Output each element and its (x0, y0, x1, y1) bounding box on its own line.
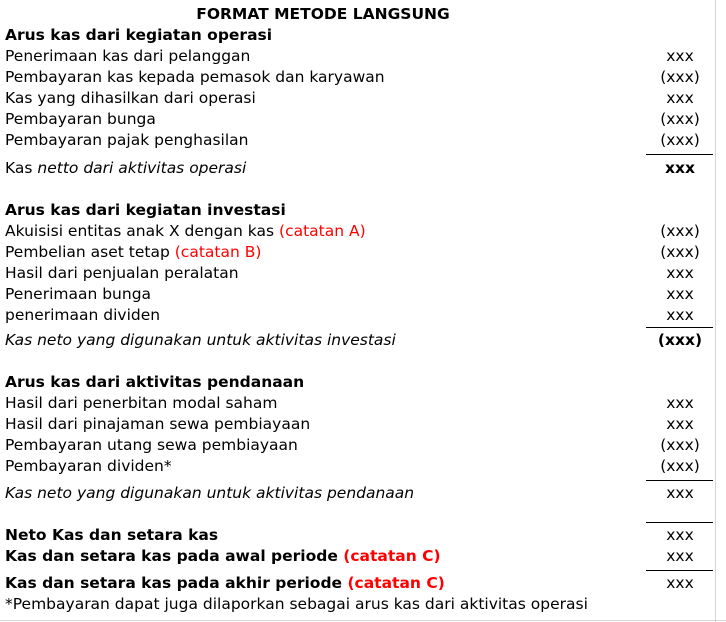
subtotal-rule (646, 327, 713, 328)
row-label-text: Pembelian aset tetap (5, 243, 175, 261)
table-row (5, 221, 713, 242)
note-reference: (catatan A) (279, 222, 366, 240)
total-label (5, 158, 246, 179)
summary-row-awal (5, 546, 713, 567)
row-value: xxx (666, 415, 694, 433)
note-reference: (catatan C) (343, 547, 441, 565)
summary-value: xxx (666, 574, 694, 592)
row-label: Penerimaan bunga (5, 285, 152, 303)
row-value: (xxx) (660, 222, 700, 240)
row-value: (xxx) (660, 457, 700, 475)
table-row (5, 305, 713, 326)
row-value: xxx (666, 89, 694, 107)
subtotal-rule (646, 570, 713, 571)
summary-label-text: Kas dan setara kas pada akhir periode (5, 574, 348, 592)
summary-label-text: Kas dan setara kas pada awal periode (5, 547, 344, 565)
table-row (5, 130, 713, 151)
subtotal-rule (646, 480, 713, 481)
row-label: Pembayaran utang sewa pembiayaan (5, 436, 298, 454)
table-row (5, 67, 713, 88)
total-value: xxx (665, 159, 695, 177)
row-value: xxx (666, 47, 694, 65)
row-label: Penerimaan kas dari pelanggan (5, 47, 251, 65)
table-row (5, 46, 713, 67)
row-label (5, 221, 366, 242)
row-value: (xxx) (660, 436, 700, 454)
total-row-operasi (5, 158, 713, 179)
row-value: xxx (666, 394, 694, 412)
summary-label (5, 546, 441, 567)
row-label: Pembayaran kas kepada pemasok dan karyawan (5, 68, 385, 86)
row-label: Hasil dari pinajaman sewa pembiayaan (5, 415, 311, 433)
total-label: Kas neto yang digunakan untuk aktivitas pendanaan (5, 484, 415, 502)
total-row-pendanaan (5, 483, 713, 504)
row-label: penerimaan dividen (5, 306, 161, 324)
summary-label: Neto Kas dan setara kas (5, 526, 219, 544)
section-heading-operasi (5, 25, 713, 46)
row-label: Kas yang dihasilkan dari operasi (5, 89, 256, 107)
total-label: Kas neto yang digunakan untuk aktivitas investasi (5, 331, 396, 349)
subtotal-rule (646, 154, 713, 155)
summary-value: xxx (666, 547, 694, 565)
summary-label (5, 573, 445, 594)
total-label-italic: netto dari aktivitas operasi (37, 159, 247, 177)
total-label-prefix: Kas (5, 159, 38, 177)
table-row (5, 456, 713, 477)
table-row (5, 393, 713, 414)
row-value: (xxx) (660, 110, 700, 128)
row-value: xxx (666, 285, 694, 303)
footnote (5, 594, 713, 615)
total-value: (xxx) (657, 331, 703, 349)
row-value: (xxx) (660, 243, 700, 261)
subtotal-rule (646, 522, 713, 523)
table-row (5, 88, 713, 109)
row-label: Pembayaran dividen* (5, 457, 172, 475)
table-row (5, 435, 713, 456)
gridline-vertical (715, 0, 716, 622)
table-row (5, 109, 713, 130)
heading-label: Arus kas dari aktivitas pendanaan (5, 373, 305, 391)
summary-row-neto (5, 525, 713, 546)
row-value: (xxx) (660, 68, 700, 86)
heading-label: Arus kas dari kegiatan operasi (5, 26, 273, 44)
row-value: xxx (666, 306, 694, 324)
heading-label: Arus kas dari kegiatan investasi (5, 201, 286, 219)
row-value: xxx (666, 264, 694, 282)
footnote-text: *Pembayaran dapat juga dilaporkan sebagai arus kas dari aktivitas operasi (5, 595, 588, 613)
note-reference: (catatan B) (174, 243, 262, 261)
table-row (5, 414, 713, 435)
total-value: xxx (666, 484, 694, 502)
row-label (5, 242, 261, 263)
row-label: Hasil dari penjualan peralatan (5, 264, 239, 282)
section-heading-investasi (5, 200, 713, 221)
row-label: Pembayaran pajak penghasilan (5, 131, 249, 149)
row-value: (xxx) (660, 131, 700, 149)
summary-value: xxx (666, 526, 694, 544)
table-row (5, 284, 713, 305)
total-row-investasi (5, 330, 713, 351)
gridline-horizontal (0, 620, 726, 621)
row-label: Hasil dari penerbitan modal saham (5, 394, 278, 412)
row-label: Pembayaran bunga (5, 110, 156, 128)
section-heading-pendanaan (5, 372, 713, 393)
table-row (5, 242, 713, 263)
page-title: FORMAT METODE LANGSUNG (196, 5, 450, 23)
table-row (5, 263, 713, 284)
summary-row-akhir (5, 573, 713, 594)
row-label-text: Akuisisi entitas anak X dengan kas (5, 222, 280, 240)
note-reference: (catatan C) (347, 574, 445, 592)
